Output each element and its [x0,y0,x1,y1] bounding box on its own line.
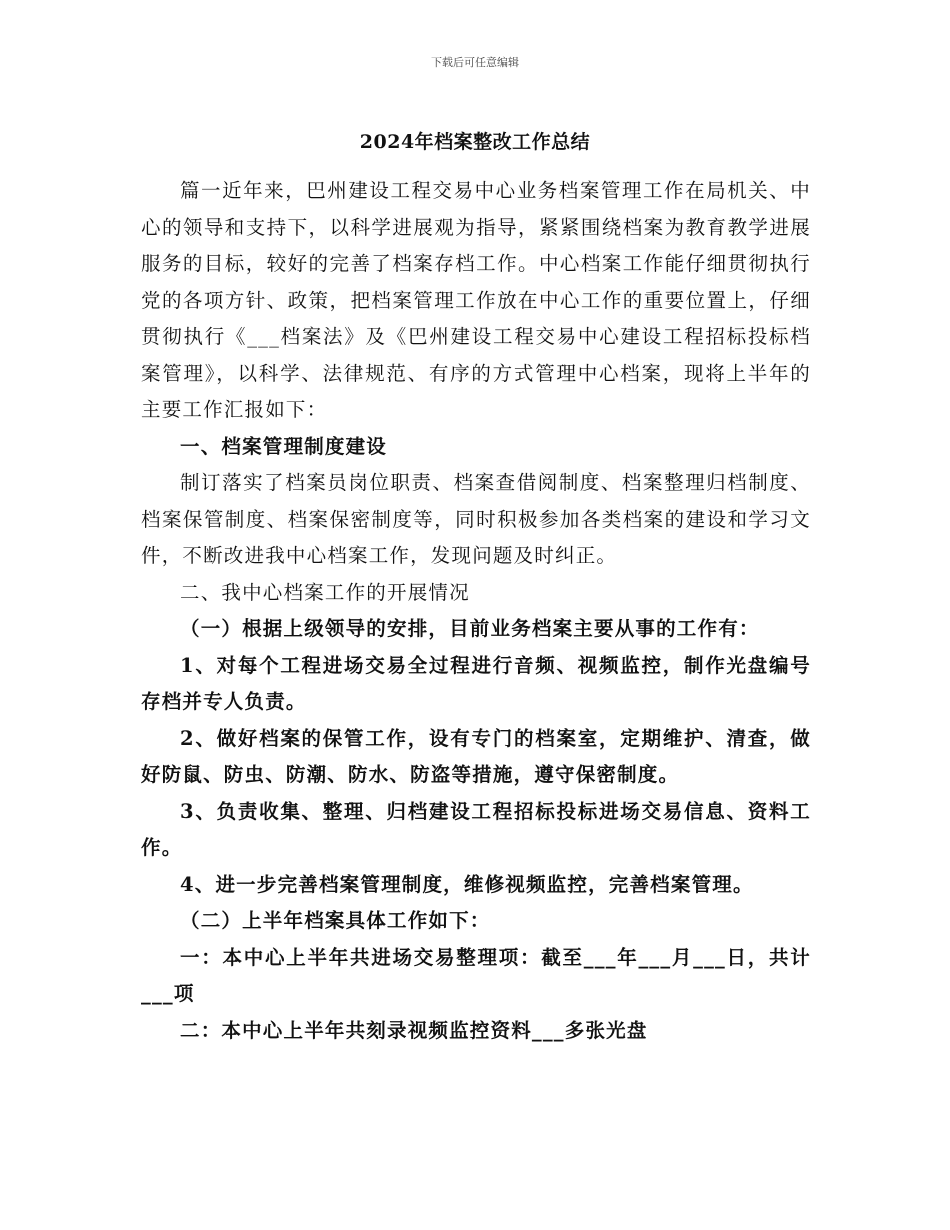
list-item-1: 1、对每个工程进场交易全过程进行音频、视频监控，制作光盘编号存档并专人负责。 [141,653,811,713]
section-heading-1: 一、档案管理制度建设 [180,434,388,458]
document-title: 2024年档案整改工作总结 [359,131,591,153]
work-item-2: 二：本中心上半年共刻录视频监控资料___多张光盘 [180,1018,648,1042]
work-item-1: 一：本中心上半年共进场交易整理项：截至___年___月___日，共计___项 [141,945,811,1005]
list-item-3: 3、负责收集、整理、归档建设工程招标投标进场交易信息、资料工作。 [141,799,811,859]
paragraph-system: 制订落实了档案员岗位职责、档案查借阅制度、档案整理归档制度、档案保管制度、档案保密制度等，同时积极参加各类档案的建设和学习文件，不断改进我中心档案工作，发现问题及时纠正。 [141,471,811,567]
list-item-4: 4、进一步完善档案管理制度，维修视频监控，完善档案管理。 [180,872,754,896]
paragraph-intro: 篇一近年来，巴州建设工程交易中心业务档案管理工作在局机关、中心的领导和支持下，以科学进展观为指导，紧紧围绕档案为教育教学进展服务的目标，较好的完善了档案存档工作。中心档案工作能仔细贯彻执行党的各项方针、政策，把档案管理工作放在中心工作的重要位置上，仔细贯彻执行《___档案法》及《巴州建设工程交易中心建设工程招标投标档案管理》，以科学、法律规范、有序的方式管理中心档案，现将上半年的主要工作汇报如下： [141,179,811,421]
subsection-heading-1: （一）根据上级领导的安排，目前业务档案主要从事的工作有： [180,617,760,640]
section-heading-2: 二、我中心档案工作的开展情况 [180,580,470,604]
document-body [141,173,811,1049]
subsection-heading-2: （二）上半年档案具体工作如下： [180,909,491,932]
header-note: 下载后可任意编辑 [431,56,519,69]
list-item-2: 2、做好档案的保管工作，设有专门的档案室，定期维护、清查，做好防鼠、防虫、防潮、防水、防盗等措施，遵守保密制度。 [141,726,811,786]
